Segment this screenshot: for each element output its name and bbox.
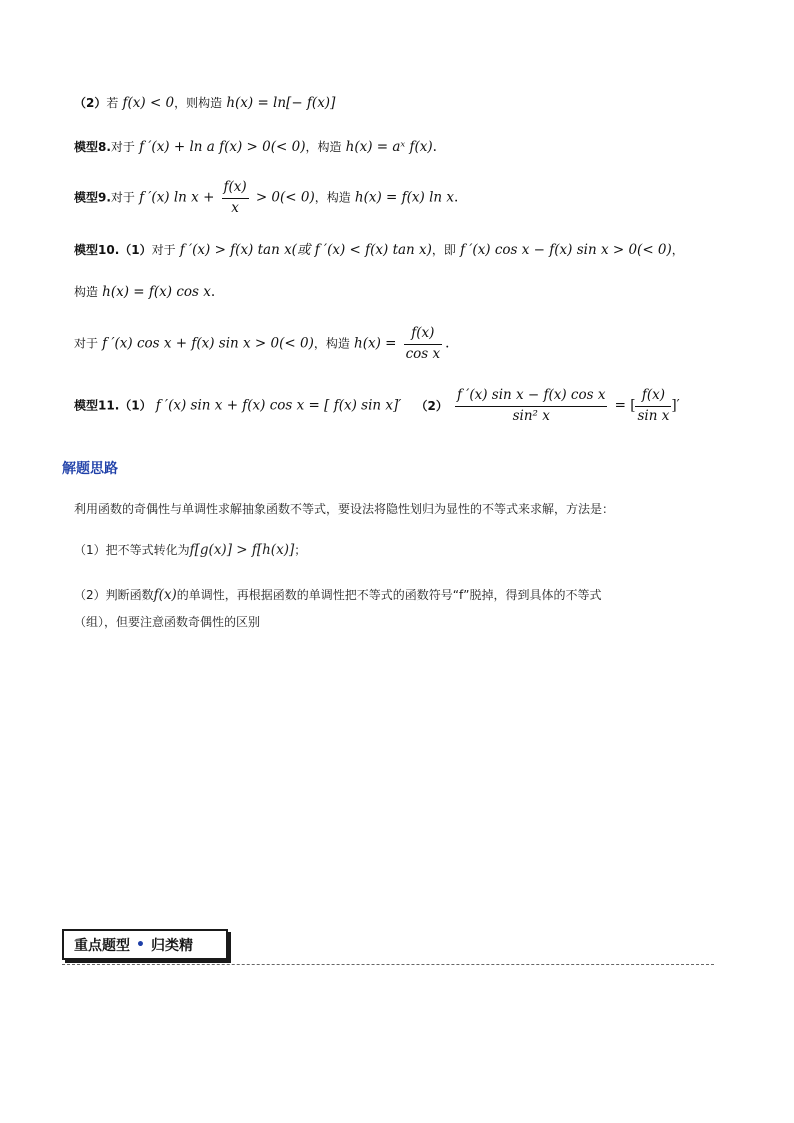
model-8-line bbox=[74, 139, 437, 157]
paragraph-2-post: ； bbox=[294, 543, 307, 557]
model-10-sub: （1） bbox=[119, 243, 152, 257]
model-11-eq-sign: = [ bbox=[614, 397, 636, 414]
banner-part-1: 重点题型 bbox=[74, 937, 130, 954]
paragraph-2 bbox=[74, 540, 306, 562]
model-10-construct: h(x) = f(x) cos x bbox=[102, 284, 211, 300]
model-11-label: 模型11. bbox=[74, 398, 120, 413]
model-9-label: 模型9. bbox=[74, 190, 111, 205]
model-10-line-3-num: f(x) bbox=[404, 326, 443, 345]
model-2-label: （2） bbox=[74, 96, 107, 110]
model-8-condition: f ′(x) + ln a f(x) > 0(< 0) bbox=[139, 139, 306, 155]
paragraph-3 bbox=[74, 585, 601, 607]
model-2-text1: 若 bbox=[106, 96, 119, 110]
dashed-divider bbox=[62, 964, 714, 965]
model-10-line-3-condition: f ′(x) cos x + f(x) sin x > 0(< 0) bbox=[102, 335, 314, 352]
paragraph-3-pre: （2）判断函数 bbox=[74, 588, 154, 602]
model-11-den-2: sin² x bbox=[512, 407, 550, 424]
model-10-line-2 bbox=[74, 284, 215, 302]
model-9-end: . bbox=[454, 189, 459, 206]
model-10-line-3-lhs: h(x) = bbox=[354, 335, 397, 352]
model-9-construct: h(x) = f(x) ln x bbox=[354, 189, 454, 206]
model-9-line bbox=[74, 180, 458, 216]
model-10-end-2: . bbox=[210, 284, 216, 300]
model-11-close: ]′ bbox=[671, 397, 680, 414]
model-10-line-1 bbox=[74, 242, 684, 260]
model-9-condition-post: > 0(< 0) bbox=[255, 189, 315, 206]
model-11-fraction-1 bbox=[455, 388, 608, 424]
paragraph-3-post: 的单调性，再根据函数的单调性把不等式的函数符号“f”脱掉，得到具体的不等式 bbox=[176, 588, 602, 602]
model-11-den-3: sin x bbox=[637, 407, 670, 424]
model-8-end: . bbox=[432, 139, 437, 155]
model-11-sub-1: （1） bbox=[119, 398, 152, 413]
section-banner bbox=[62, 929, 228, 960]
model-9-text2: ，构造 bbox=[314, 190, 351, 205]
model-10-text2: ，即 bbox=[431, 243, 456, 257]
model-9-frac-den: x bbox=[231, 199, 239, 216]
model-11-num-2: f ′(x) sin x − f(x) cos x bbox=[455, 388, 608, 407]
model-10-condition-2: f ′(x) cos x − f(x) sin x > 0(< 0) bbox=[460, 242, 672, 258]
banner-dot: • bbox=[136, 936, 145, 953]
model-10-line-3-den: cos x bbox=[405, 345, 441, 362]
model-10-line-3 bbox=[74, 326, 449, 362]
paragraph-1: 利用函数的奇偶性与单调性求解抽象函数不等式，要设法将隐性划归为显性的不等式来求解，方法是： bbox=[74, 502, 615, 516]
model-11-equation-1: f ′(x) sin x + f(x) cos x = [ f(x) sin x]′ bbox=[155, 397, 402, 414]
model-11-line bbox=[74, 388, 680, 424]
model-10-line-3-end: . bbox=[445, 335, 450, 352]
model-9-text1: 对于 bbox=[110, 190, 135, 205]
model-2-line bbox=[74, 95, 335, 113]
paragraph-2-math: f[g(x)] > f[h(x)] bbox=[189, 542, 295, 558]
model-2-condition: f(x) < 0 bbox=[122, 95, 175, 111]
paragraph-4: （组），但要注意函数奇偶性的区别 bbox=[74, 615, 261, 629]
banner-part-2: 归类精 bbox=[150, 937, 193, 954]
model-10-condition: f ′(x) > f(x) tan x(或 f ′(x) < f(x) tan x) bbox=[179, 242, 432, 258]
model-11-num-3: f(x) bbox=[635, 388, 671, 407]
model-10-line-3-text1: 对于 bbox=[74, 336, 99, 351]
paragraph-3-math: f(x) bbox=[153, 587, 177, 603]
model-10-end-1: ， bbox=[671, 243, 684, 257]
model-2-text2: ，则构造 bbox=[174, 96, 223, 110]
model-10-text1: 对于 bbox=[151, 243, 176, 257]
paragraph-2-pre: （1）把不等式转化为 bbox=[74, 543, 190, 557]
model-8-construct: h(x) = aˣ f(x) bbox=[345, 139, 433, 155]
model-10-line-3-text2: ，构造 bbox=[313, 336, 350, 351]
model-2-construct: h(x) = ln[− f(x)] bbox=[226, 95, 336, 111]
model-9-frac-num: f(x) bbox=[222, 180, 249, 199]
model-9-condition-pre: f ′(x) ln x + bbox=[139, 189, 215, 206]
model-9-fraction bbox=[222, 180, 249, 216]
model-11-sub-2: （2） bbox=[415, 398, 448, 413]
section-title: 解题思路 bbox=[62, 461, 118, 477]
model-8-text2: ，构造 bbox=[305, 140, 342, 154]
model-10-label: 模型10. bbox=[74, 243, 120, 257]
model-11-fraction-2 bbox=[635, 388, 671, 424]
model-10-line-2-text: 构造 bbox=[74, 285, 99, 299]
model-8-text1: 对于 bbox=[110, 140, 135, 154]
model-8-label: 模型8. bbox=[74, 140, 111, 154]
model-10-line-3-fraction bbox=[404, 326, 443, 362]
